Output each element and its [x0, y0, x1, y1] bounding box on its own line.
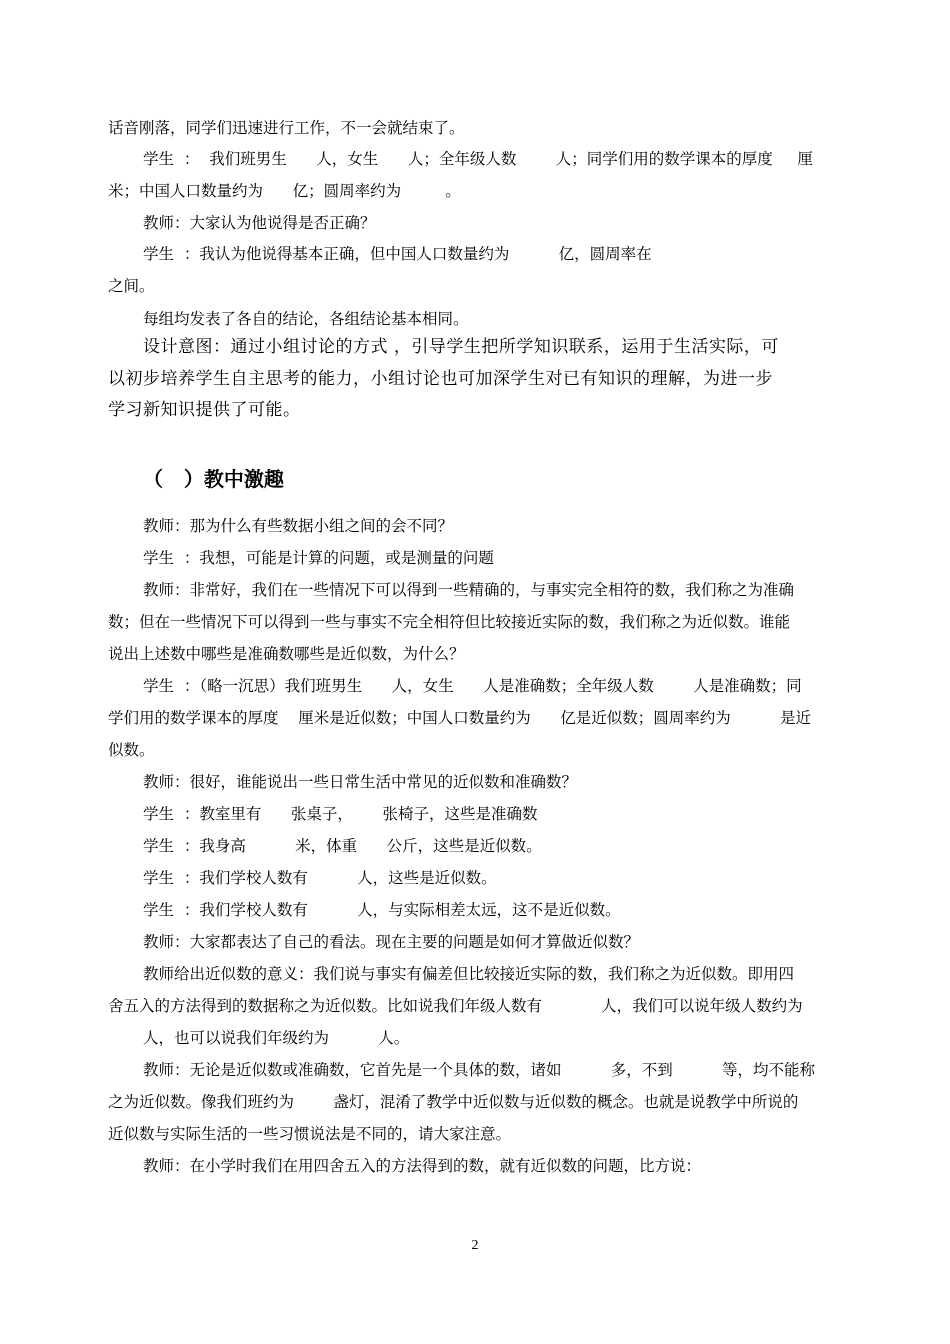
- paragraph-line: 教师：大家都表达了自己的看法。现在主要的问题是如何才算做近似数？: [143, 933, 640, 951]
- paragraph-line: 之为近似数。像我们班约为 盏灯，混淆了教学中近似数与近似数的概念。也就是说教学中所说的: [108, 1093, 799, 1111]
- design-intent-line: 学习新知识提供了可能。: [108, 400, 301, 420]
- section-heading: （ ）教中激趣: [143, 467, 284, 491]
- paragraph-line: 米；中国人口数量约为 亿；圆周率约为 。: [108, 182, 461, 200]
- paragraph-line: 学生 ：教室里有 张桌子， 张椅子，这些是准确数: [143, 805, 538, 823]
- paragraph-line: 近似数与实际生活的一些习惯说法是不同的，请大家注意。: [108, 1125, 512, 1143]
- paragraph-line: 学们用的数学课本的厚度 厘米是近似数；中国人口数量约为 亿是近似数；圆周率约为 是近: [108, 709, 812, 727]
- design-intent-line: 以初步培养学生自主思考的能力，小组讨论也可加深学生对已有知识的理解，为进一步: [108, 369, 773, 389]
- paragraph-line: 学生 ：我身高 米，体重 公斤，这些是近似数。: [143, 837, 542, 855]
- design-intent-line: 设计意图：通过小组讨论的方式 ，引导学生把所学知识联系，运用于生活实际，可: [143, 337, 779, 357]
- paragraph-line: 之间。: [108, 277, 155, 295]
- paragraph-line: 教师：无论是近似数或准确数，它首先是一个具体的数，诸如 多，不到 等，均不能称: [143, 1061, 816, 1079]
- paragraph-line: 教师：大家认为他说得是否正确？: [143, 214, 376, 232]
- paragraph-line: 说出上述数中哪些是准确数哪些是近似数，为什么？: [108, 645, 465, 663]
- paragraph-line: 学生 ：（略一沉思）我们班男生 人，女生 人是准确数；全年级人数 人是准确数；同: [143, 677, 802, 695]
- paragraph-line: 人，也可以说我们年级约为 人。: [143, 1029, 410, 1047]
- paragraph-line: 学生 ：我认为他说得基本正确，但中国人口数量约为 亿，圆周率在: [143, 245, 652, 263]
- paragraph-line: 学生 ：我们学校人数有 人，与实际相差太远，这不是近似数。: [143, 901, 621, 919]
- paragraph-line: 教师给出近似数的意义：我们说与事实有偏差但比较接近实际的数，我们称之为近似数。即用四: [143, 965, 795, 983]
- paragraph-line: 似数。: [108, 741, 155, 759]
- paragraph-line: 舍五入的方法得到的数据称之为近似数。比如说我们年级人数有 人，我们可以说年级人数约为: [108, 997, 803, 1015]
- page-number: 2: [471, 1238, 479, 1253]
- paragraph-line: 每组均发表了各自的结论，各组结论基本相同。: [143, 310, 469, 328]
- paragraph-line: 教师：在小学时我们在用四舍五入的方法得到的数，就有近似数的问题，比方说：: [143, 1157, 702, 1175]
- paragraph-line: 学生 ：我们学校人数有 人，这些是近似数。: [143, 869, 497, 887]
- paragraph-line: 教师：很好，谁能说出一些日常生活中常见的近似数和准确数？: [143, 773, 578, 791]
- paragraph-line: 话音刚落，同学们迅速进行工作，不一会就结束了。: [108, 119, 465, 137]
- paragraph-line: 学生 ：我想，可能是计算的问题，或是测量的问题: [143, 549, 494, 567]
- paragraph-line: 教师：那为什么有些数据小组之间的会不同？: [143, 517, 454, 535]
- paragraph-line: 数；但在一些情况下可以得到一些与事实不完全相符但比较接近实际的数，我们称之为近似数。谁能: [108, 613, 791, 631]
- paragraph-line: 学生 ： 我们班男生 人，女生 人；全年级人数 人；同学们用的数学课本的厚度 厘: [143, 150, 813, 168]
- paragraph-line: 教师：非常好，我们在一些情况下可以得到一些精确的，与事实完全相符的数，我们称之为准确: [143, 581, 795, 599]
